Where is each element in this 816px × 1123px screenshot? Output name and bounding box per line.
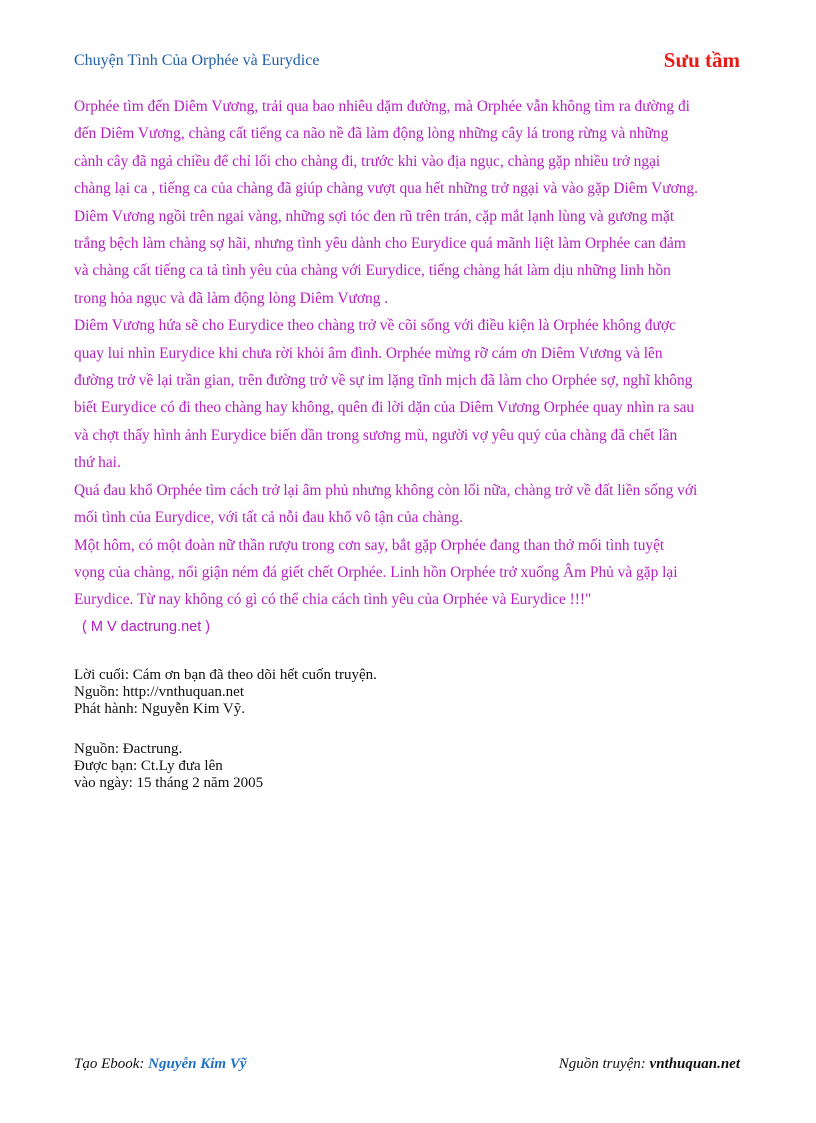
story-line: Diêm Vương ngồi trên ngai vàng, những sợi tóc đen rũ trên trán, cặp mắt lạnh lùng và gương mặt (74, 207, 675, 225)
footer-separator: : (640, 1056, 650, 1072)
collected-label: Sưu tầm (663, 48, 740, 72)
footer-ebook-label: Tạo Ebook (74, 1056, 140, 1072)
footer-source-label: Nguồn truyện (558, 1056, 641, 1072)
story-line: thứ hai. (74, 454, 121, 472)
footer-ebook-author: Nguyễn Kim Vỹ (148, 1056, 247, 1072)
page-header-title: Chuyện Tình Của Orphée và Eurydice (74, 52, 320, 69)
story-line: đường trở về lại trần gian, trên đường trở về sự im lặng tĩnh mịch đã làm cho Orphée sợ, nghĩ không (74, 372, 693, 390)
story-credit: ( M V dactrung.net ) (82, 618, 211, 635)
info-line: Lời cuối: Cám ơn bạn đã theo dõi hết cuốn truyện. (74, 667, 377, 683)
story-line: trắng bệch làm chàng sợ hãi, nhưng tình yêu dành cho Eurydice quá mãnh liệt làm Orphée can đảm (74, 235, 686, 253)
footer-ebook-credit (74, 1056, 247, 1073)
story-line: Eurydice. Từ nay không có gì có thể chia cách tình yêu của Orphée và Eurydice !!!" (74, 591, 592, 609)
story-line: Diêm Vương hứa sẽ cho Eurydice theo chàng trở về cõi sống với điều kiện là Orphée không được (74, 317, 676, 335)
story-line: Một hôm, có một đoàn nữ thần rượu trong cơn say, bắt gặp Orphée đang than thở mối tình tuyệt (74, 536, 665, 554)
story-line: và chàng cất tiếng ca tả tình yêu của chàng với Eurydice, tiếng chàng hát làm dịu những linh hồn (74, 262, 671, 280)
footer-source (559, 1056, 740, 1073)
closing-info (74, 667, 377, 718)
story-line: đến Diêm Vương, chàng cất tiếng ca não nề đã làm động lòng những cây lá trong rừng và những (74, 125, 669, 143)
story-line: mối tình của Eurydice, với tất cả nỗi đau khổ vô tận của chàng. (74, 509, 463, 527)
info-line: Nguồn: http://vnthuquan.net (74, 684, 244, 700)
story-body (74, 93, 746, 641)
story-line: cành cây đã ngả chiều để chỉ lối cho chàng đi, trước khi vào địa ngục, chàng gặp nhiều trở ngại (74, 152, 661, 170)
source-info (74, 741, 263, 792)
info-line: Phát hành: Nguyễn Kim Vỹ. (74, 701, 245, 717)
footer-separator: : (139, 1056, 149, 1072)
footer-source-site: vnthuquan.net (649, 1056, 740, 1072)
story-line: vọng của chàng, nổi giận ném đá giết chết Orphée. Linh hồn Orphée trở xuống Âm Phủ và gặp lại (74, 563, 678, 581)
info-line: Được bạn: Ct.Ly đưa lên (74, 758, 223, 774)
story-line: quay lui nhìn Eurydice khi chưa rời khỏi âm đình. Orphée mừng rỡ cám ơn Diêm Vương và lên (74, 344, 663, 362)
story-line: trong hỏa ngục và đã làm động lòng Diêm Vương . (74, 289, 389, 307)
info-line: vào ngày: 15 tháng 2 năm 2005 (74, 775, 264, 791)
story-line: chàng lại ca , tiếng ca của chàng đã giúp chàng vượt qua hết những trở ngại và vào gặp Diêm Vương. (74, 180, 698, 198)
story-line: và chợt thấy hình ảnh Eurydice biến dần trong sương mù, người vợ yêu quý của chàng đã chết lần (74, 426, 678, 444)
info-line: Nguồn: Đactrung. (74, 741, 183, 757)
story-paragraph (74, 93, 746, 614)
story-line: biết Eurydice có đi theo chàng hay không, quên đi lời dặn của Diêm Vương Orphée quay nhìn ra sau (74, 399, 695, 417)
story-line: Orphée tìm đến Diêm Vương, trải qua bao nhiêu dặm đường, mà Orphée vẫn không tìm ra đường đi (74, 98, 690, 115)
story-line: Quá đau khổ Orphée tìm cách trở lại âm phủ nhưng không còn lối nữa, chàng trở về đất liền sống với (74, 481, 698, 499)
